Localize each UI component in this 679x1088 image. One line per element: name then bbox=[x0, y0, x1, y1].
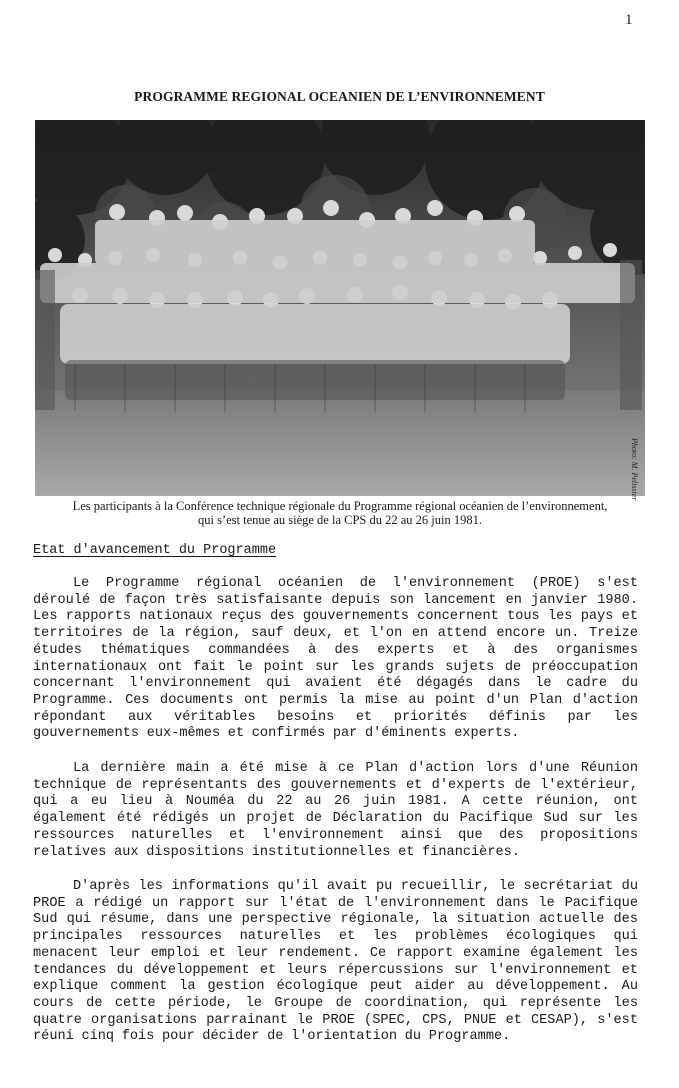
caption-line-1: Les participants à la Conférence technique régionale du Programme régional océanien de l’environnement, bbox=[72, 499, 608, 513]
caption-line-2: qui s’est tenue au siège de la CPS du 22 au 26 juin 1981. bbox=[198, 513, 482, 527]
paragraph-text: La dernière main a été mise à ce Plan d'action lors d'une Réunion technique de représentants des gouvernements et d'experts de l'extérieur, qui a eu lieu à Nouméa du 22 au 26 juin 1981. A cette réunion, ont également été rédigés un projet de Déclaration du Pacifique Sud sur les ressources naturelles et l'environnement ainsi que des propositions relatives aux dispositions institutionnelles et financières. bbox=[33, 761, 638, 860]
figure-caption bbox=[36, 499, 644, 527]
paragraph-3 bbox=[33, 879, 638, 1046]
group-photo-illustration bbox=[35, 120, 645, 496]
photo-credit: Photo: M. Pelissier bbox=[630, 438, 639, 501]
page-number: 1 bbox=[625, 12, 633, 28]
paragraph-text: Le Programme régional océanien de l'environnement (PROE) s'est déroulé de façon très satisfaisante depuis son lancement en janvier 1980. Les rapports nationaux reçus des gouvernements concernent tous les pays et territoires de la région, sauf deux, et l'on en attend encore un. Treize études thématiques commandées à des experts et à des organismes internationaux ont fait le point sur les grands sujets de préoccupation concernant l'environnement qui avaient été dégagés dans le cadre du Programme. Ces documents ont permis la mise au point d'un Plan d'action répondant aux véritables besoins et priorités définis par les gouvernements eux-mêmes et confirmés par d'éminents experts. bbox=[33, 576, 638, 742]
section-heading: Etat d'avancement du Programme bbox=[33, 543, 277, 558]
page-title: PROGRAMME REGIONAL OCEANIEN DE L’ENVIRONNEMENT bbox=[134, 89, 545, 104]
paragraph-text: D'après les informations qu'il avait pu recueillir, le secrétariat du PROE a rédigé un rapport sur l'état de l'environnement dans le Pacifique Sud qui résume, dans une perspective régionale, la situation actuelle des principales ressources naturelles et les problèmes écologiques qui menacent leur emploi et leur rendement. Ce rapport examine également les tendances du développement et leurs répercussions sur l'environnement et explique comment la gestion écologique peut aider au développement. Au cours de cette période, le Groupe de coordination, qui représente les quatre organisations parrainant le PROE (SPEC, CPS, PNUE et CESAP), s'est réuni cinq fois pour décider de l'orientation du Programme. bbox=[33, 879, 638, 1045]
paragraph-2 bbox=[33, 761, 638, 861]
paragraph-1 bbox=[33, 576, 638, 743]
group-photo bbox=[35, 120, 645, 496]
